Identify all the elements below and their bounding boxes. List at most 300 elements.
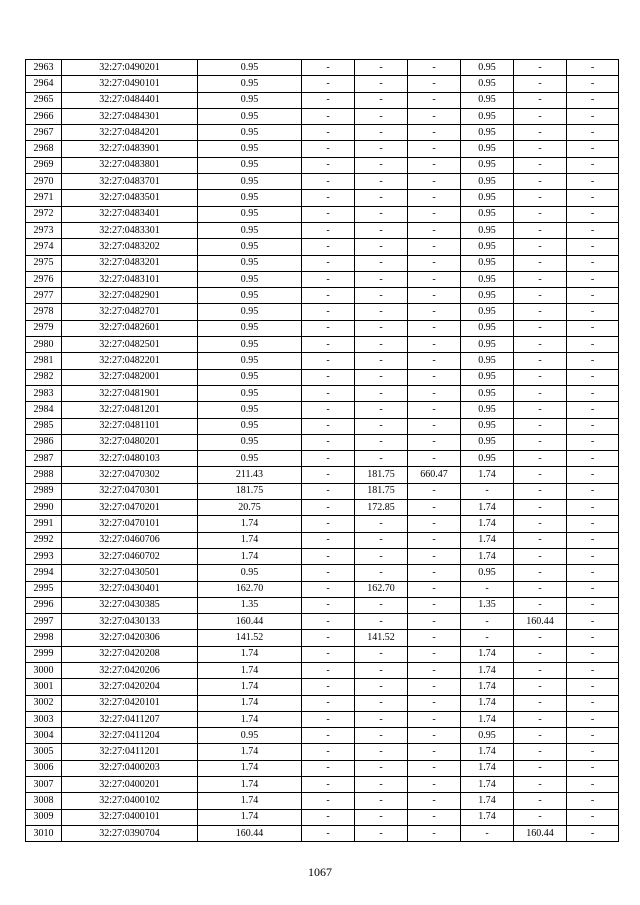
- cell-col-4: -: [302, 157, 355, 173]
- cell-col-7: 1.74: [461, 679, 514, 695]
- cell-col-9: -: [567, 695, 619, 711]
- table-row: [26, 646, 619, 662]
- cell-row-number: 3001: [26, 679, 62, 695]
- cell-col-5: -: [355, 60, 408, 76]
- cell-col-5: 181.75: [355, 467, 408, 483]
- cell-total-area: 0.95: [198, 206, 302, 222]
- cell-col-9: -: [567, 711, 619, 727]
- cell-cadastral-number: 32:27:0483801: [62, 157, 198, 173]
- table-row: [26, 434, 619, 450]
- cell-row-number: 3004: [26, 728, 62, 744]
- cell-cadastral-number: 32:27:0460702: [62, 548, 198, 564]
- cell-row-number: 2988: [26, 467, 62, 483]
- cell-col-6: -: [408, 418, 461, 434]
- cell-cadastral-number: 32:27:0430401: [62, 581, 198, 597]
- cell-row-number: 2996: [26, 597, 62, 613]
- table-row: [26, 597, 619, 613]
- cell-col-8: -: [514, 141, 567, 157]
- cell-col-4: -: [302, 467, 355, 483]
- table-row: [26, 418, 619, 434]
- table-row: [26, 467, 619, 483]
- cell-col-5: -: [355, 304, 408, 320]
- cell-row-number: 2970: [26, 174, 62, 190]
- cell-col-4: -: [302, 483, 355, 499]
- cell-col-8: -: [514, 369, 567, 385]
- cell-col-9: -: [567, 630, 619, 646]
- cell-col-6: -: [408, 695, 461, 711]
- cell-row-number: 3008: [26, 793, 62, 809]
- cell-col-8: -: [514, 483, 567, 499]
- cell-col-7: 0.95: [461, 92, 514, 108]
- cell-cadastral-number: 32:27:0430385: [62, 597, 198, 613]
- cell-col-6: -: [408, 532, 461, 548]
- table-row: [26, 760, 619, 776]
- cell-col-4: -: [302, 760, 355, 776]
- cell-col-7: 1.74: [461, 760, 514, 776]
- cell-col-5: -: [355, 271, 408, 287]
- cell-col-8: -: [514, 304, 567, 320]
- cell-col-4: -: [302, 581, 355, 597]
- cell-col-7: 0.95: [461, 337, 514, 353]
- cell-row-number: 2982: [26, 369, 62, 385]
- table-row: [26, 92, 619, 108]
- cell-col-6: -: [408, 60, 461, 76]
- table-row: [26, 60, 619, 76]
- cell-cadastral-number: 32:27:0482001: [62, 369, 198, 385]
- cell-total-area: 1.74: [198, 679, 302, 695]
- cell-col-4: -: [302, 662, 355, 678]
- cell-col-6: -: [408, 304, 461, 320]
- cell-col-5: -: [355, 760, 408, 776]
- table-row: [26, 695, 619, 711]
- cell-col-7: 0.95: [461, 108, 514, 124]
- cell-col-4: -: [302, 76, 355, 92]
- cell-col-7: 0.95: [461, 353, 514, 369]
- table-row: [26, 108, 619, 124]
- cell-row-number: 2976: [26, 271, 62, 287]
- cell-row-number: 3005: [26, 744, 62, 760]
- cell-col-8: -: [514, 581, 567, 597]
- cell-cadastral-number: 32:27:0483701: [62, 174, 198, 190]
- cell-col-8: 160.44: [514, 825, 567, 841]
- table-row: [26, 565, 619, 581]
- cell-col-7: 0.95: [461, 451, 514, 467]
- cell-col-4: -: [302, 141, 355, 157]
- cell-total-area: 20.75: [198, 500, 302, 516]
- table-row: [26, 141, 619, 157]
- cell-row-number: 2995: [26, 581, 62, 597]
- cell-cadastral-number: 32:27:0483901: [62, 141, 198, 157]
- cell-cadastral-number: 32:27:0470302: [62, 467, 198, 483]
- cell-total-area: 0.95: [198, 174, 302, 190]
- cell-cadastral-number: 32:27:0483301: [62, 222, 198, 238]
- cell-col-6: -: [408, 744, 461, 760]
- cell-col-8: -: [514, 793, 567, 809]
- cell-cadastral-number: 32:27:0470101: [62, 516, 198, 532]
- cell-col-5: -: [355, 174, 408, 190]
- cell-col-9: -: [567, 483, 619, 499]
- cell-total-area: 0.95: [198, 239, 302, 255]
- cell-cadastral-number: 32:27:0390704: [62, 825, 198, 841]
- cell-col-7: 1.74: [461, 646, 514, 662]
- table-row: [26, 548, 619, 564]
- cell-col-6: -: [408, 108, 461, 124]
- cell-total-area: 0.95: [198, 565, 302, 581]
- cell-row-number: 2964: [26, 76, 62, 92]
- cell-col-8: -: [514, 92, 567, 108]
- cell-row-number: 2972: [26, 206, 62, 222]
- cell-total-area: 1.74: [198, 777, 302, 793]
- cell-col-9: -: [567, 809, 619, 825]
- cell-col-5: -: [355, 597, 408, 613]
- cell-total-area: 0.95: [198, 353, 302, 369]
- cell-cadastral-number: 32:27:0490201: [62, 60, 198, 76]
- table-row: [26, 581, 619, 597]
- cell-total-area: 0.95: [198, 369, 302, 385]
- cell-row-number: 2966: [26, 108, 62, 124]
- cell-col-9: -: [567, 255, 619, 271]
- cell-col-8: -: [514, 809, 567, 825]
- cell-col-6: -: [408, 288, 461, 304]
- cell-row-number: 3002: [26, 695, 62, 711]
- cell-col-7: 0.95: [461, 60, 514, 76]
- cell-col-5: -: [355, 532, 408, 548]
- table-row: [26, 222, 619, 238]
- table-row: [26, 369, 619, 385]
- cell-col-6: -: [408, 190, 461, 206]
- cell-col-5: -: [355, 434, 408, 450]
- cell-col-9: -: [567, 369, 619, 385]
- table-row: [26, 304, 619, 320]
- cell-row-number: 2985: [26, 418, 62, 434]
- cell-total-area: 0.95: [198, 385, 302, 401]
- cell-col-8: -: [514, 320, 567, 336]
- cell-col-8: -: [514, 662, 567, 678]
- cell-col-9: -: [567, 92, 619, 108]
- cell-row-number: 2999: [26, 646, 62, 662]
- cell-col-6: -: [408, 255, 461, 271]
- cell-col-8: -: [514, 353, 567, 369]
- cell-col-5: -: [355, 418, 408, 434]
- cell-total-area: 0.95: [198, 418, 302, 434]
- cell-cadastral-number: 32:27:0420306: [62, 630, 198, 646]
- cell-col-6: -: [408, 597, 461, 613]
- cell-cadastral-number: 32:27:0483101: [62, 271, 198, 287]
- cell-col-8: -: [514, 467, 567, 483]
- cell-col-7: 1.74: [461, 532, 514, 548]
- cell-col-9: -: [567, 385, 619, 401]
- table-row: [26, 777, 619, 793]
- cell-col-9: -: [567, 271, 619, 287]
- cell-col-5: -: [355, 662, 408, 678]
- cell-col-8: -: [514, 597, 567, 613]
- cell-total-area: 0.95: [198, 337, 302, 353]
- cell-col-8: -: [514, 288, 567, 304]
- cell-cadastral-number: 32:27:0482901: [62, 288, 198, 304]
- cell-col-4: -: [302, 793, 355, 809]
- cell-col-8: -: [514, 646, 567, 662]
- cell-col-4: -: [302, 532, 355, 548]
- cell-col-8: -: [514, 630, 567, 646]
- cell-col-8: -: [514, 728, 567, 744]
- cell-col-6: -: [408, 679, 461, 695]
- cell-total-area: 0.95: [198, 76, 302, 92]
- cell-col-7: 0.95: [461, 320, 514, 336]
- table-row: [26, 174, 619, 190]
- cell-col-9: -: [567, 532, 619, 548]
- cell-col-6: -: [408, 793, 461, 809]
- cell-col-7: -: [461, 483, 514, 499]
- cell-col-5: -: [355, 793, 408, 809]
- table-row: [26, 793, 619, 809]
- cell-cadastral-number: 32:27:0411201: [62, 744, 198, 760]
- cell-col-5: -: [355, 777, 408, 793]
- cell-col-6: -: [408, 125, 461, 141]
- cell-col-7: 0.95: [461, 402, 514, 418]
- cell-col-7: -: [461, 825, 514, 841]
- cell-col-5: -: [355, 288, 408, 304]
- cell-col-8: -: [514, 516, 567, 532]
- cell-total-area: 1.74: [198, 516, 302, 532]
- table-row: [26, 500, 619, 516]
- table-row: [26, 271, 619, 287]
- cell-col-8: -: [514, 76, 567, 92]
- cell-total-area: 0.95: [198, 271, 302, 287]
- cell-cadastral-number: 32:27:0460706: [62, 532, 198, 548]
- table-row: [26, 239, 619, 255]
- cell-col-8: -: [514, 451, 567, 467]
- cell-cadastral-number: 32:27:0420101: [62, 695, 198, 711]
- cell-col-9: -: [567, 516, 619, 532]
- cell-col-7: 1.74: [461, 500, 514, 516]
- cell-total-area: 1.74: [198, 744, 302, 760]
- cell-cadastral-number: 32:27:0411207: [62, 711, 198, 727]
- cell-col-5: -: [355, 679, 408, 695]
- cell-col-7: 1.74: [461, 467, 514, 483]
- cell-cadastral-number: 32:27:0411204: [62, 728, 198, 744]
- cell-row-number: 2973: [26, 222, 62, 238]
- cell-col-9: -: [567, 434, 619, 450]
- cell-cadastral-number: 32:27:0483201: [62, 255, 198, 271]
- table-row: [26, 662, 619, 678]
- table-row: [26, 76, 619, 92]
- cell-col-9: -: [567, 581, 619, 597]
- cell-col-9: -: [567, 60, 619, 76]
- cell-col-9: -: [567, 141, 619, 157]
- table-row: [26, 125, 619, 141]
- cell-col-4: -: [302, 304, 355, 320]
- cell-cadastral-number: 32:27:0484401: [62, 92, 198, 108]
- cell-col-5: -: [355, 76, 408, 92]
- cell-col-5: 141.52: [355, 630, 408, 646]
- table-row: [26, 614, 619, 630]
- cell-col-6: -: [408, 565, 461, 581]
- cell-col-5: -: [355, 206, 408, 222]
- cell-row-number: 2993: [26, 548, 62, 564]
- table-row: [26, 679, 619, 695]
- cell-col-9: -: [567, 825, 619, 841]
- cell-col-6: -: [408, 271, 461, 287]
- cell-col-7: 0.95: [461, 434, 514, 450]
- cell-col-6: -: [408, 728, 461, 744]
- cell-row-number: 3003: [26, 711, 62, 727]
- cell-col-5: -: [355, 369, 408, 385]
- cell-col-4: -: [302, 728, 355, 744]
- cell-col-7: 0.95: [461, 157, 514, 173]
- table-body: [26, 60, 619, 842]
- cell-col-8: -: [514, 695, 567, 711]
- cell-col-8: -: [514, 679, 567, 695]
- cell-row-number: 2965: [26, 92, 62, 108]
- page-number: 1067: [308, 865, 332, 879]
- cell-total-area: 0.95: [198, 402, 302, 418]
- cell-cadastral-number: 32:27:0483202: [62, 239, 198, 255]
- cell-cadastral-number: 32:27:0480201: [62, 434, 198, 450]
- cell-col-4: -: [302, 206, 355, 222]
- cell-col-7: 1.74: [461, 548, 514, 564]
- cell-col-8: -: [514, 418, 567, 434]
- cell-col-6: -: [408, 581, 461, 597]
- cell-col-8: -: [514, 565, 567, 581]
- cell-col-8: -: [514, 532, 567, 548]
- cell-total-area: 1.74: [198, 809, 302, 825]
- cell-col-9: -: [567, 662, 619, 678]
- cell-col-7: 1.74: [461, 662, 514, 678]
- cell-col-6: -: [408, 711, 461, 727]
- cell-col-8: -: [514, 548, 567, 564]
- cadastral-table: [25, 59, 619, 842]
- cell-col-5: -: [355, 320, 408, 336]
- cell-col-4: -: [302, 597, 355, 613]
- cell-col-7: 1.74: [461, 744, 514, 760]
- cell-col-7: 0.95: [461, 304, 514, 320]
- cell-col-6: -: [408, 157, 461, 173]
- cell-col-6: -: [408, 662, 461, 678]
- cell-total-area: 1.74: [198, 646, 302, 662]
- cell-cadastral-number: 32:27:0430133: [62, 614, 198, 630]
- cell-col-6: -: [408, 809, 461, 825]
- cell-col-7: 1.74: [461, 695, 514, 711]
- cell-col-5: -: [355, 728, 408, 744]
- cell-cadastral-number: 32:27:0430501: [62, 565, 198, 581]
- cell-col-7: 1.74: [461, 516, 514, 532]
- cell-col-9: -: [567, 467, 619, 483]
- cell-col-5: -: [355, 614, 408, 630]
- cell-cadastral-number: 32:27:0470201: [62, 500, 198, 516]
- cell-col-5: -: [355, 353, 408, 369]
- cell-row-number: 2971: [26, 190, 62, 206]
- table-row: [26, 353, 619, 369]
- cell-row-number: 3009: [26, 809, 62, 825]
- cell-col-4: -: [302, 320, 355, 336]
- cell-col-6: -: [408, 320, 461, 336]
- cell-col-6: -: [408, 516, 461, 532]
- cell-col-8: -: [514, 222, 567, 238]
- table-row: [26, 532, 619, 548]
- cell-col-6: -: [408, 206, 461, 222]
- cell-col-4: -: [302, 60, 355, 76]
- cell-col-7: 0.95: [461, 369, 514, 385]
- cell-col-5: 181.75: [355, 483, 408, 499]
- cell-col-4: -: [302, 353, 355, 369]
- cell-col-9: -: [567, 777, 619, 793]
- table-row: [26, 744, 619, 760]
- cell-col-5: -: [355, 125, 408, 141]
- cell-cadastral-number: 32:27:0480103: [62, 451, 198, 467]
- cell-row-number: 2969: [26, 157, 62, 173]
- cell-col-4: -: [302, 271, 355, 287]
- cell-col-5: -: [355, 337, 408, 353]
- cell-col-4: -: [302, 695, 355, 711]
- cell-col-9: -: [567, 337, 619, 353]
- cell-col-9: -: [567, 728, 619, 744]
- cell-col-9: -: [567, 108, 619, 124]
- cell-total-area: 1.74: [198, 532, 302, 548]
- cell-col-5: -: [355, 646, 408, 662]
- cell-cadastral-number: 32:27:0483401: [62, 206, 198, 222]
- table-row: [26, 451, 619, 467]
- cell-col-6: -: [408, 630, 461, 646]
- cell-col-8: -: [514, 271, 567, 287]
- cell-col-7: 0.95: [461, 76, 514, 92]
- cell-total-area: 0.95: [198, 320, 302, 336]
- table-row: [26, 402, 619, 418]
- cell-col-6: -: [408, 548, 461, 564]
- cell-col-8: -: [514, 777, 567, 793]
- cell-col-4: -: [302, 548, 355, 564]
- cell-col-9: -: [567, 418, 619, 434]
- cell-col-6: -: [408, 402, 461, 418]
- cell-col-9: -: [567, 402, 619, 418]
- cell-total-area: 1.74: [198, 711, 302, 727]
- cell-col-9: -: [567, 190, 619, 206]
- cell-total-area: 0.95: [198, 92, 302, 108]
- cell-col-4: -: [302, 434, 355, 450]
- cell-col-9: -: [567, 76, 619, 92]
- cell-col-4: -: [302, 630, 355, 646]
- table-row: [26, 337, 619, 353]
- table-row: [26, 190, 619, 206]
- cell-col-4: -: [302, 451, 355, 467]
- cell-row-number: 2983: [26, 385, 62, 401]
- cell-col-5: -: [355, 825, 408, 841]
- cell-total-area: 0.95: [198, 125, 302, 141]
- cell-col-5: -: [355, 695, 408, 711]
- cell-cadastral-number: 32:27:0483501: [62, 190, 198, 206]
- cell-row-number: 2975: [26, 255, 62, 271]
- cell-col-8: -: [514, 500, 567, 516]
- cell-col-9: -: [567, 614, 619, 630]
- cell-row-number: 2974: [26, 239, 62, 255]
- cell-row-number: 2984: [26, 402, 62, 418]
- cell-col-9: -: [567, 125, 619, 141]
- cell-row-number: 2979: [26, 320, 62, 336]
- cell-total-area: 1.74: [198, 548, 302, 564]
- cell-col-9: -: [567, 206, 619, 222]
- cell-row-number: 2992: [26, 532, 62, 548]
- table-row: [26, 630, 619, 646]
- cell-row-number: 2981: [26, 353, 62, 369]
- cell-col-5: -: [355, 108, 408, 124]
- cell-col-4: -: [302, 402, 355, 418]
- cell-row-number: 2968: [26, 141, 62, 157]
- cell-col-8: -: [514, 385, 567, 401]
- cell-cadastral-number: 32:27:0490101: [62, 76, 198, 92]
- cell-row-number: 3000: [26, 662, 62, 678]
- cell-col-6: -: [408, 174, 461, 190]
- table-row: [26, 711, 619, 727]
- cell-cadastral-number: 32:27:0400201: [62, 777, 198, 793]
